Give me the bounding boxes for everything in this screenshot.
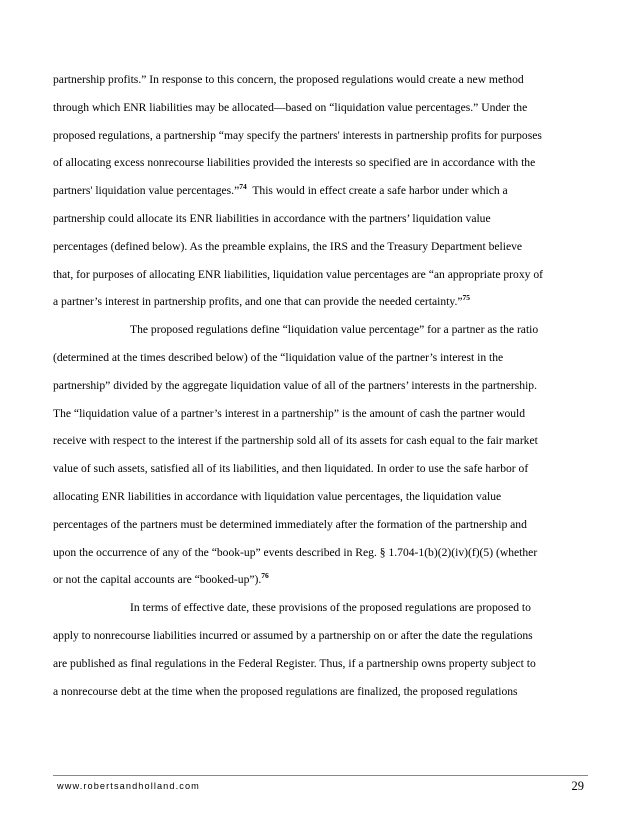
line-text: are published as final regulations in the Federal Register. Thus, if a partnership owns property subject to [53,656,536,670]
line-text: partnership could allocate its ENR liabilities in accordance with the partners’ liquidation value [53,211,491,225]
text-line [53,682,593,710]
line-text: that, for purposes of allocating ENR liabilities, liquidation value percentages are “an appropriate proxy of [53,267,543,281]
footnote-ref: 75 [462,293,470,303]
text-line [53,431,593,459]
line-text: The “liquidation value of a partner’s interest in a partnership” is the amount of cash the partner would [53,406,526,420]
text-line [53,237,593,265]
text-line [53,376,593,404]
text-line [53,487,593,515]
line-text: percentages (defined below). As the preamble explains, the IRS and the Treasury Department believe [53,239,523,253]
text-line [53,320,593,348]
text-line [53,654,593,682]
line-text: receive with respect to the interest if the partnership sold all of its assets for cash equal to the fair market [53,434,538,448]
paragraph [53,598,593,709]
line-text: In terms of effective date, these provisions of the proposed regulations are proposed to [130,601,531,615]
text-line [53,181,593,209]
footer-divider [53,775,588,776]
line-text: partnership profits.” In response to this concern, the proposed regulations would create a new method [53,73,524,86]
line-text: partnership” divided by the aggregate liquidation value of all of the partners’ interests in the partnership. [53,378,537,392]
text-line [53,543,593,571]
text-line [53,265,593,293]
text-line [53,515,593,543]
line-text: through which ENR liabilities may be allocated—based on “liquidation value percentages.” Under the [53,100,528,114]
line-text: a partner’s interest in partnership profits, and one that can provide the needed certainty.” [53,295,463,309]
text-line [53,598,593,626]
paragraph [53,70,593,320]
text-line [53,209,593,237]
line-text-continued: This would in effect create a safe harbor under which a [246,184,508,198]
text-line [53,404,593,432]
footer-url: www.robertsandholland.com [57,781,200,791]
text-line [53,98,593,126]
footnote-ref: 74 [239,182,247,192]
line-text: or not the capital accounts are “booked-up”). [53,573,262,587]
page-number: 29 [571,779,584,793]
line-text: percentages of the partners must be determined immediately after the formation of the partnership and [53,517,527,531]
text-line [53,626,593,654]
body-text [53,70,593,709]
line-text: value of such assets, satisfied all of its liabilities, and then liquidated. In order to use the safe harbor of [53,462,529,476]
footnote-ref: 76 [261,571,269,581]
text-line [53,459,593,487]
text-line [53,70,593,98]
line-text: allocating ENR liabilities in accordance with liquidation value percentages, the liquidation value [53,489,502,503]
line-text: of allocating excess nonrecourse liabilities provided the interests so specified are in accordance with the [53,156,536,170]
text-line [53,292,593,320]
line-text: partners' liquidation value percentages.” [53,184,240,198]
line-text: apply to nonrecourse liabilities incurred or assumed by a partnership on or after the date the regulations [53,628,533,642]
line-text: upon the occurrence of any of the “book-up” events described in Reg. § 1.704-1(b)(2)(iv)(f)(5) (whether [53,545,538,559]
line-text: a nonrecourse debt at the time when the proposed regulations are finalized, the proposed regulations [53,684,518,698]
paragraph [53,320,593,598]
line-text: (determined at the times described below) of the “liquidation value of the partner’s interest in the [53,350,504,364]
text-line [53,153,593,181]
line-text: The proposed regulations define “liquidation value percentage” for a partner as the ratio [130,323,539,337]
line-text: proposed regulations, a partnership “may specify the partners' interests in partnership profits for purposes [53,128,542,142]
text-line [53,348,593,376]
text-line [53,570,593,598]
text-line [53,126,593,154]
